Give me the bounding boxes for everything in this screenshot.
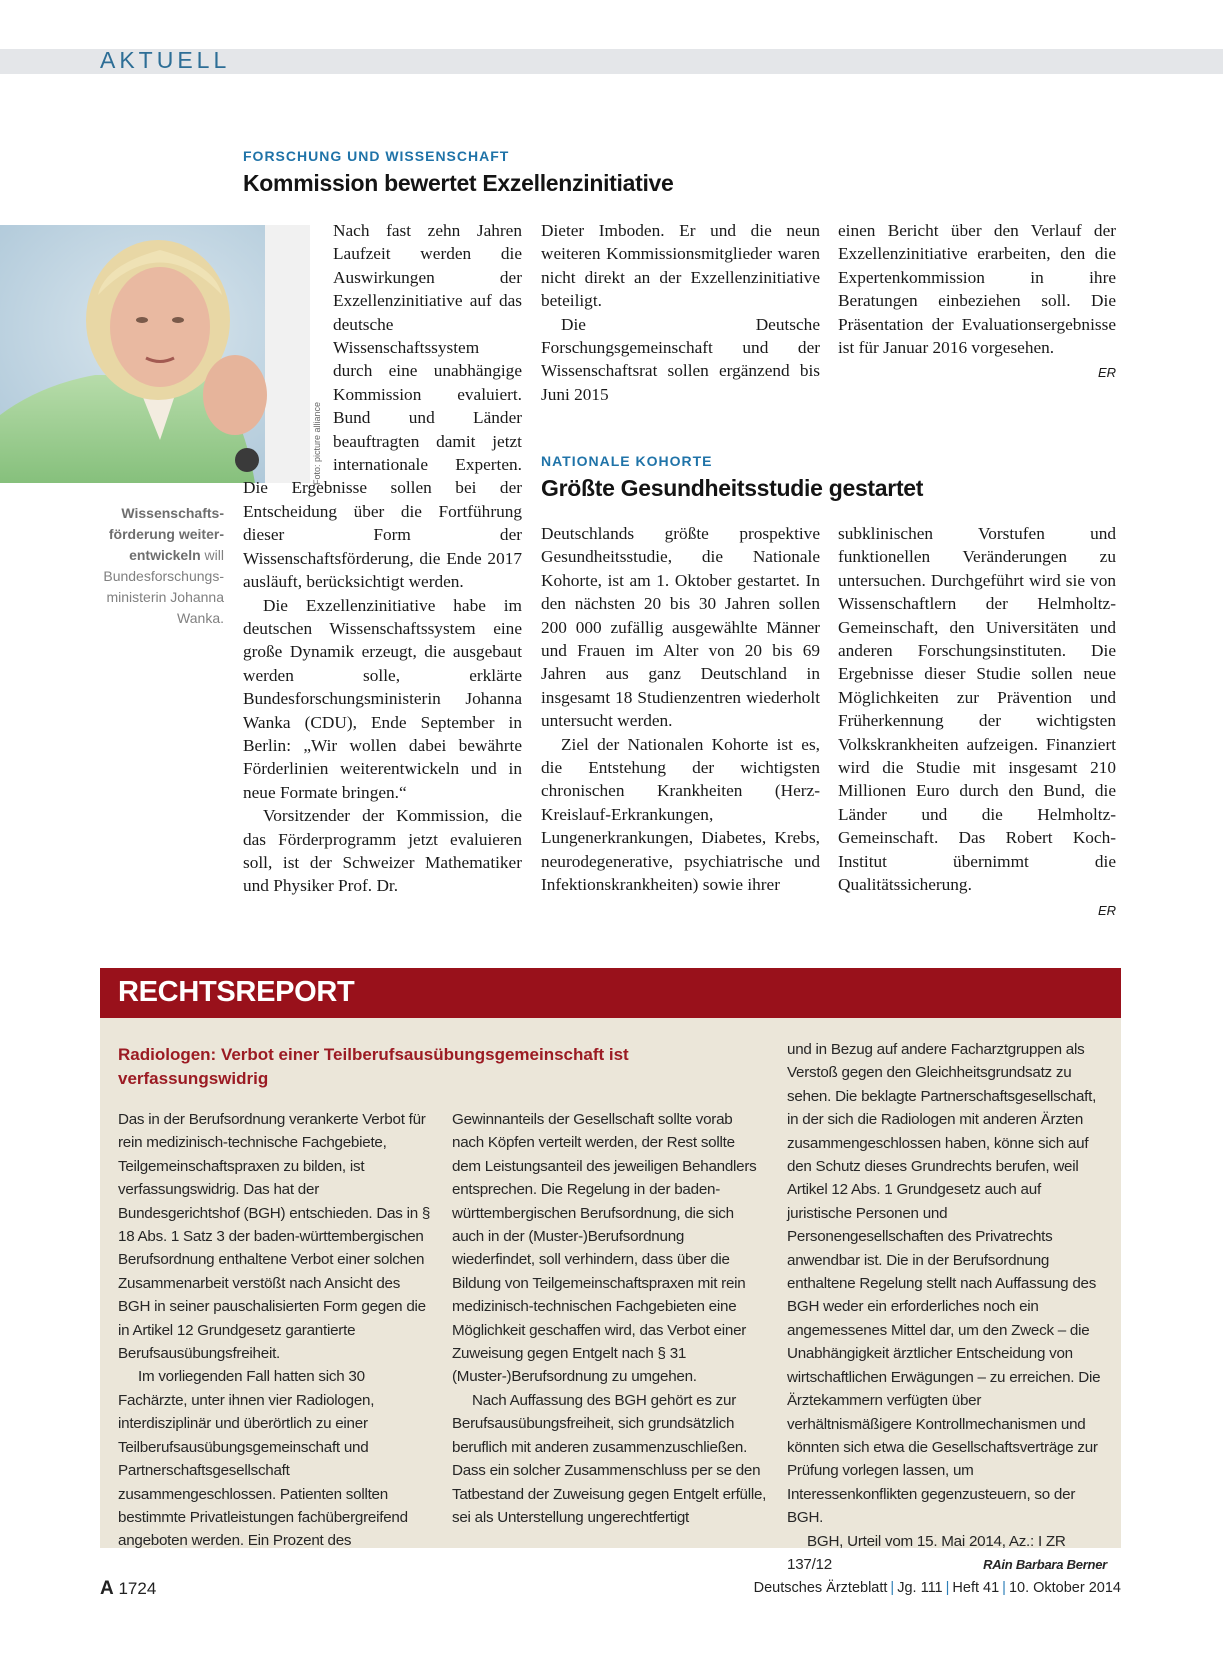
rechtsreport-title: RECHTSREPORT [118, 976, 355, 1008]
article2-paragraph: Ziel der Nationalen Kohorte ist es, die Entstehung der wichtigsten chronischen Krankheiten (Herz-Kreislauf-Erkrankungen, Lungenerkrankungen, Diabetes, Krebs, neurodegenerative, psychiatrische und Infektionskrankheiten) sowie ihrer [541, 734, 820, 895]
article1-column-1 [243, 219, 522, 898]
separator: | [945, 1580, 950, 1596]
article1-signature: ER [1097, 365, 1116, 381]
article1-column-2 [541, 219, 820, 406]
rechtsreport-paragraph: Gewinnanteils der Gesellschaft sollte vorab nach Köpfen verteilt werden, der Rest sollte dem Leistungsanteil des jeweiligen Behandlers entsprechen. Die Regelung in der baden-württembergischen Berufsordnung, die sich auch in der (Muster-)Berufsordnung wiederfindet, soll verhindern, dass über die Bildung von Teilgemeinschaftspraxen mit rein medizinisch-technischen Fachgebieten eine Möglichkeit geschaffen wird, das Verbot einer Zuweisung gegen Entgelt nach § 31 (Muster-)Berufsordnung zu umgehen. [452, 1111, 757, 1386]
article2-kicker: NATIONALE KOHORTE [541, 453, 713, 469]
rechtsreport-headline: Radiologen: Verbot einer Teilberufsausübungsgemeinschaft ist verfassungswidrig [118, 1045, 629, 1088]
rechtsreport-column-1 [118, 1108, 433, 1553]
rechtsreport-column-2 [452, 1108, 767, 1529]
rechtsreport-citation [787, 1530, 1107, 1577]
rechtsreport-paragraph: Nach Auffassung des BGH gehört es zur Berufsausübungsfreiheit, sich grundsätzlich beruflich mit anderen zusammenzuschließen. Dass ein solcher Zusammenschluss per se den Tatbestand der Zuweisung gegen Entgelt erfülle, sei als Unterstellung ungerechtfertigt [452, 1391, 767, 1526]
court-citation: BGH, Urteil vom 15. Mai 2014, Az.: I ZR 137/12 [787, 1532, 1066, 1573]
page-number-value: 1724 [118, 1579, 157, 1598]
article1-paragraph: Vorsitzender der Kommission, die das Förderprogramm jetzt evaluieren soll, ist der Schweizer Mathematiker und Physiker Prof. Dr. [243, 806, 522, 896]
journal-issue: Heft 41 [952, 1580, 1000, 1596]
article1-paragraph: einen Bericht über den Verlauf der Exzellenzinitiative erarbeiten, den die Expertenkommission in ihre Beratungen einbeziehen soll. Die Präsentation der Evaluationsergebnisse ist für Januar 2016 vorgesehen. [838, 221, 1116, 358]
article2-paragraph: subklinischen Vorstufen und funktionellen Veränderungen zu untersuchen. Durchgeführt wird sie von Wissenschaftlern der Helmholtz-Gemeinschaft, den Universitäten und anderen Forschungsinstituten. Die Ergebnisse dieser Studie sollen neue Möglichkeiten zur Prävention und Früherkennung der wichtigsten Volkskrankheiten aufzeigen. Finanziert wird die Studie mit insgesamt 210 Millionen Euro durch den Bund, die Länder und die Helmholtz-Gemeinschaft. Das Robert Koch-Institut übernimmt die Qualitätssicherung. [838, 524, 1116, 895]
page-prefix: A [100, 1578, 114, 1599]
caption-text: will Bundesforschungsministerin Johanna Wanka. [103, 547, 224, 626]
article1-column-3 [838, 219, 1116, 385]
article2-paragraph: Deutschlands größte prospektive Gesundheitsstudie, die Nationale Kohorte, ist am 1. Oktober gestartet. In den nächsten 20 bis 30 Jahren sollen 200 000 zufällig ausgewählte Männer und Frauen im Alter von 20 bis 69 Jahren aus ganz Deutschland in insgesamt 18 Studienzentren wiederholt untersucht werden. [541, 524, 820, 731]
article1-paragraph: Die Exzellenzinitiative habe im deutschen Wissenschaftssystem eine große Dynamik erzeugt, die ausgebaut werden solle, erklärte Bundesforschungsministerin Johanna Wanka (CDU), Ende September in Berlin: „Wir wollen dabei bewährte Förderlinien weiterentwickeln und in neue Formate bringen.“ [243, 595, 522, 802]
article2-column-1 [541, 522, 820, 897]
photo-credit: Foto: picture alliance [312, 401, 322, 485]
rechtsreport-paragraph: Das in der Berufsordnung verankerte Verbot für rein medizinisch-technische Fachgebiete, Teilgemeinschaftspraxen zu bilden, ist verfassungswidrig. Das hat der Bundesgerichtshof (BGH) entschieden. Das in § 18 Abs. 1 Satz 3 der baden-württembergischen Berufsordnung enthaltene Verbot einer solchen Zusammenarbeit verstößt nach Ansicht des BGH in seiner pauschalisierten Form gegen die in Artikel 12 Grundgesetz garantierte Berufsausübungsfreiheit. [118, 1111, 431, 1363]
rechtsreport-author: RAin Barbara Berner [983, 1556, 1107, 1572]
journal-info [754, 1580, 1121, 1596]
article1-paragraph: Nach fast zehn Jahren Laufzeit werden die Auswirkungen der Exzellenzinitiative auf das deutsche Wissenschaftssystem durch eine unabhängige Kommission evaluiert. Bund und Länder beauftragten damit jetzt internationale Experten. Die Ergebnisse sollen bei der Entscheidung über die Fortführung dieser Form der Wissenschaftsförderung, die Ende 2017 ausläuft, berücksichtigt werden. [243, 221, 522, 592]
rechtsreport-paragraph: und in Bezug auf andere Facharztgruppen als Verstoß gegen den Gleichheitsgrundsatz zu sehen. Die beklagte Partnerschaftsgesellschaft, in der sich die Radiologen mit anderen Ärzten zusammengeschlossen haben, könne sich auf den Schutz dieses Grundrechts berufen, weil Artikel 12 Abs. 1 Grundgesetz auch auf juristische Personen und Personengesellschaften des Privatrechts anwendbar ist. Die in der Berufsordnung enthaltene Regelung stellt nach Auffassung des BGH weder ein erforderliches noch ein angemessenes Mittel dar, um den Zweck – die Unabhängigkeit ärztlicher Entscheidung von wirtschaftlichen Erwägungen – zu erreichen. Die Ärztekammern verfügten über verhältnismäßigere Kontrollmechanismen und könnten sich etwa die Gesellschaftsverträge zur Prüfung vorlegen lassen, um Interessenkonflikten gegenzusteuern, so der BGH. [787, 1041, 1101, 1527]
rechtsreport-paragraph: Im vorliegenden Fall hatten sich 30 Fachärzte, unter ihnen vier Radiologen, interdisziplinär und überörtlich zu einer Teilberufsausübungsgemeinschaft und Partnerschaftsgesellschaft zusammengeschlossen. Patienten sollten bestimmte Privatleistungen fachübergreifend angeboten werden. Ein Prozent des [118, 1368, 408, 1550]
article2-signature: ER [1097, 902, 1116, 918]
journal-name: Deutsches Ärzteblatt [753, 1580, 888, 1596]
article1-paragraph: Dieter Imboden. Er und die neun weiteren Kommissionsmitglieder waren nicht direkt an der Exzellenzinitiative beteiligt. [541, 221, 820, 311]
article2-column-2 [838, 522, 1116, 922]
page-number [100, 1578, 156, 1600]
article2-headline: Größte Gesundheitsstudie gestartet [541, 475, 924, 501]
journal-volume: Jg. 111 [897, 1580, 943, 1596]
separator: | [1002, 1580, 1006, 1596]
article1-kicker: FORSCHUNG UND WISSENSCHAFT [243, 148, 510, 164]
photo-caption [84, 503, 224, 629]
section-label: AKTUELL [100, 47, 231, 73]
separator: | [890, 1580, 895, 1596]
caption-bold: Wissenschaftsförderung weiterentwickeln [108, 505, 224, 563]
rechtsreport-column-3 [787, 1038, 1107, 1576]
journal-date: 10. Oktober 2014 [1008, 1580, 1121, 1596]
article1-headline: Kommission bewertet Exzellenzinitiative [243, 170, 674, 196]
article1-paragraph: Die Deutsche Forschungsgemeinschaft und der Wissenschaftsrat sollen ergänzend bis Juni 2015 [541, 314, 820, 404]
photo-wrap-spacer [243, 219, 333, 476]
